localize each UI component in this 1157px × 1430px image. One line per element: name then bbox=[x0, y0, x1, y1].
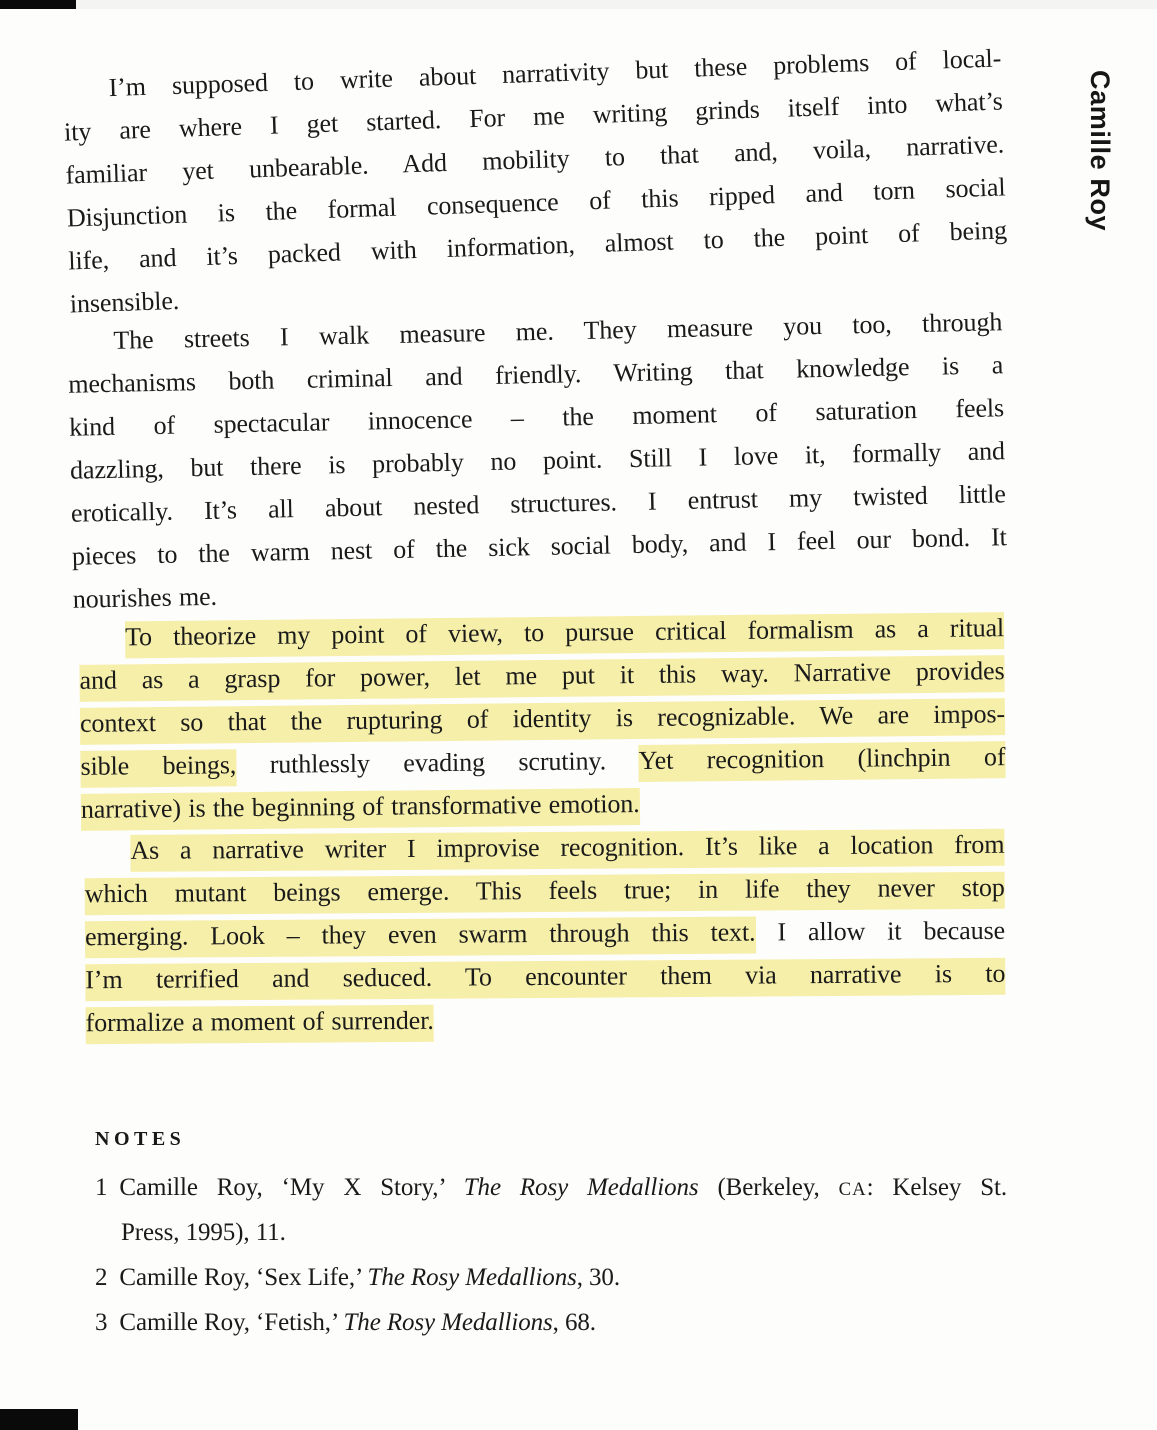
scan-edge-shadow bbox=[0, 0, 1157, 9]
paragraph bbox=[79, 606, 1006, 831]
text-segment: I allow it because bbox=[755, 915, 1006, 947]
note-text: (Berkeley, bbox=[698, 1174, 839, 1201]
note-number: 3 bbox=[95, 1309, 108, 1336]
text-line bbox=[85, 952, 1005, 1001]
highlighted-text: emerging. Look – they even swarm through this text. bbox=[85, 917, 756, 959]
author-name: Camille Roy bbox=[1085, 70, 1115, 232]
note-line bbox=[95, 1165, 1007, 1210]
text-segment: The streets I walk measure me. They measure you too, through bbox=[113, 307, 1003, 355]
text-line bbox=[84, 823, 1004, 872]
text-segment: Disjunction is the formal consequence of this ripped and torn social bbox=[66, 172, 1006, 233]
highlighted-text: context so that the rupturing of identity is recognizable. We are impos- bbox=[80, 698, 1005, 745]
text-line bbox=[85, 995, 1005, 1044]
note-line bbox=[95, 1210, 1007, 1255]
note-item bbox=[95, 1165, 1007, 1255]
highlighted-text: formalize a moment of surrender. bbox=[86, 1005, 434, 1044]
note-line bbox=[95, 1300, 1007, 1345]
notes-list bbox=[95, 1165, 1007, 1345]
text-segment: ruthlessly evading scrutiny. bbox=[236, 745, 639, 780]
highlighted-text: and as a grasp for power, let me put it this way. Narrative provides bbox=[79, 655, 1004, 702]
text-segment: kind of spectacular innocence – the moment of saturation feels bbox=[68, 393, 1005, 442]
text-segment: nourishes me. bbox=[72, 581, 218, 614]
book-title-italic: The Rosy Medallions bbox=[367, 1264, 577, 1291]
note-line bbox=[95, 1255, 1007, 1300]
note-text: Camille Roy, ‘Sex Life,’ bbox=[119, 1264, 368, 1291]
note-text: Camille Roy, ‘Fetish,’ bbox=[119, 1309, 344, 1336]
note-number: 1 bbox=[95, 1174, 108, 1201]
paragraph bbox=[84, 823, 1005, 1044]
highlighted-text: As a narrative writer I improvise recognition. It’s like a location from bbox=[130, 829, 1004, 872]
text-line bbox=[85, 866, 1005, 915]
highlighted-text: which mutant beings emerge. This feels true; in life they never stop bbox=[85, 872, 1005, 915]
note-text: , 30. bbox=[576, 1264, 620, 1291]
highlighted-text: sible beings, bbox=[80, 749, 236, 788]
note-number: 2 bbox=[95, 1264, 108, 1291]
paragraph bbox=[67, 300, 1008, 621]
text-segment: erotically. It’s all about nested structures. I entrust my twisted little bbox=[70, 479, 1007, 528]
text-segment: insensible. bbox=[69, 285, 180, 319]
note-text: : Kelsey St. bbox=[866, 1174, 1007, 1201]
book-title-italic: The Rosy Medallions bbox=[463, 1174, 699, 1201]
highlighted-text: To theorize my point of view, to pursue critical formalism as a ritual bbox=[125, 612, 1004, 658]
note-text: Camille Roy, ‘My X Story,’ bbox=[119, 1174, 464, 1201]
text-segment: dazzling, but there is probably no point. Still I love it, formally and bbox=[69, 436, 1006, 485]
text-segment: I’m supposed to write about narrativity but these problems of local- bbox=[108, 43, 1002, 103]
scan-artifact-top-left bbox=[0, 0, 76, 9]
body-text bbox=[0, 43, 1157, 1041]
book-title-italic: The Rosy Medallions bbox=[343, 1309, 553, 1336]
note-item bbox=[95, 1300, 1007, 1345]
highlighted-text: narrative) is the beginning of transformative emotion. bbox=[81, 788, 640, 831]
text-segment: familiar yet unbearable. Add mobility to that and, voila, narrative. bbox=[65, 129, 1005, 190]
highlighted-text: I’m terrified and seduced. To encounter them via narrative is to bbox=[85, 958, 1005, 1001]
text-line bbox=[85, 909, 1005, 958]
highlighted-text: Yet recognition (linchpin of bbox=[638, 741, 1005, 782]
notes-heading: NOTES bbox=[95, 1128, 186, 1150]
text-segment: life, and it’s packed with information, almost to the point of being bbox=[67, 215, 1008, 276]
paragraph bbox=[62, 37, 1009, 326]
note-text: , 68. bbox=[552, 1309, 596, 1336]
notes-section bbox=[95, 1128, 1007, 1345]
text-segment: pieces to the warm nest of the sick social body, and I feel our bond. It bbox=[71, 522, 1008, 571]
note-text: Press, 1995), 11. bbox=[121, 1219, 286, 1246]
note-item bbox=[95, 1255, 1007, 1300]
scan-artifact-bottom-left bbox=[0, 1409, 78, 1430]
text-segment: ity are where I get started. For me writing grinds itself into what’s bbox=[63, 86, 1004, 147]
note-text: CA bbox=[838, 1179, 867, 1200]
text-segment: mechanisms both criminal and friendly. Writing that knowledge is a bbox=[67, 350, 1004, 399]
